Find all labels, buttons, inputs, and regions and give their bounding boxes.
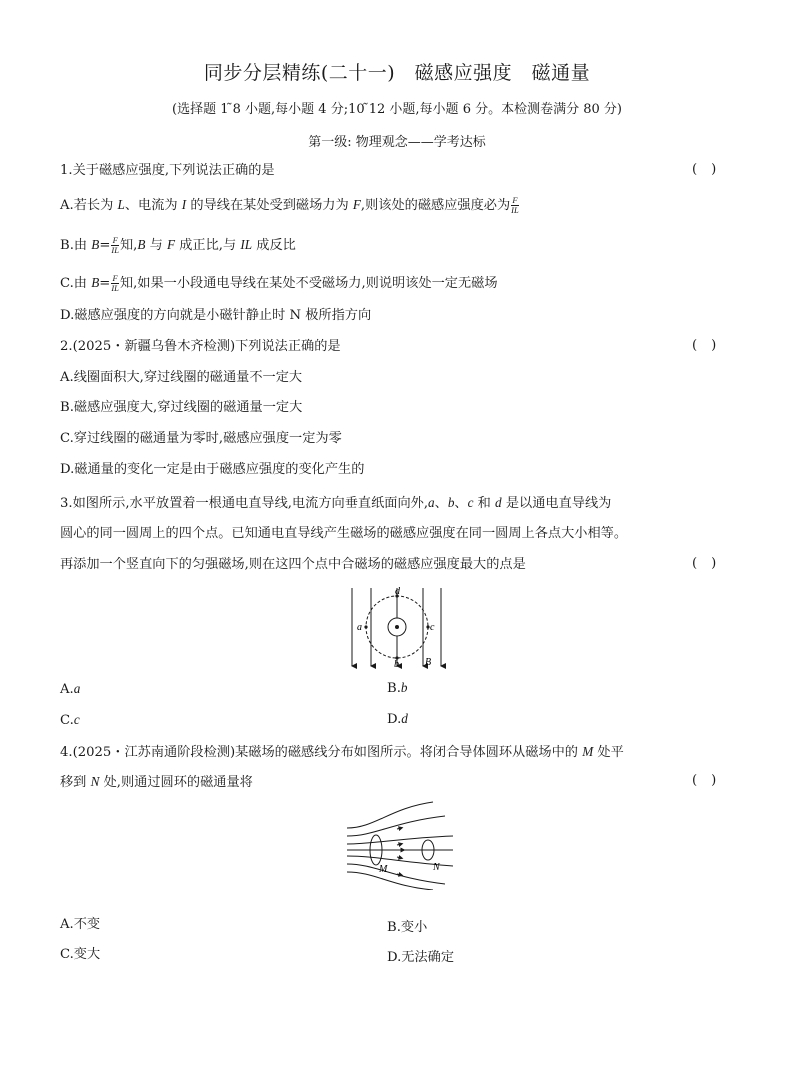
q1-option-c: C.由 B= $\frac{F}{IL}$ 知,如果一小段通电导线在某处不受磁场力,则说明该处一定无磁场: [60, 273, 498, 293]
q4-stem-line1: 4.(2025・江苏南通阶段检测)某磁场的磁感线分布如图所示。将闭合导体圆环从磁场中的 M 处平: [60, 744, 624, 760]
fraction-f-over-il: $\frac{F}{IL}$: [111, 235, 119, 255]
q3-answer-bracket: (): [692, 556, 731, 571]
q1-option-d: D.磁感应强度的方向就是小磁针静止时 N 极所指方向: [60, 308, 372, 323]
q2-answer-bracket: (): [692, 338, 731, 353]
q3-stem-line3: 再添加一个竖直向下的匀强磁场,则在这四个点中合磁场的磁感应强度最大的点是: [60, 557, 526, 572]
q3-option-b: B.b: [387, 680, 408, 696]
q3-figure-magnetic-field: [340, 584, 455, 672]
q2-option-a: A.线圈面积大,穿过线圈的磁通量不一定大: [60, 370, 303, 385]
page-title: 同步分层精练(二十一) 磁感应强度 磁通量: [203, 62, 591, 84]
scoring-note: (选择题 1 ̃8 小题,每小题 4 分;10 ̃12 小题,每小题 6 分。本检测卷满分 80 分): [172, 102, 622, 117]
point-a: [364, 625, 367, 628]
q4-figure-field-lines: [345, 798, 455, 890]
q2-option-d: D.磁通量的变化一定是由于磁感应强度的变化产生的: [60, 462, 365, 477]
q2-option-c: C.穿过线圈的磁通量为零时,磁感应强度一定为零: [60, 431, 342, 446]
q1-option-b: B.由 B= $\frac{F}{IL}$ 知,B 与 F 成正比,与 IL 成反比: [60, 235, 296, 255]
label-b: b: [394, 659, 399, 670]
q2-stem: 2.(2025・新疆乌鲁木齐检测)下列说法正确的是: [60, 339, 341, 354]
q4-answer-bracket: (): [692, 773, 731, 788]
q3-option-c: C.c: [60, 712, 80, 728]
section-heading: 第一级: 物理观念——学考达标: [308, 135, 486, 150]
field-line: [347, 864, 445, 884]
q1-option-a: A.若长为 L、电流为 I 的导线在某处受到磁场力为 F,则该处的磁感应强度必为 $\frac{F}{IL}$: [60, 195, 519, 215]
q3-stem-line2: 圆心的同一圆周上的四个点。已知通电直导线产生磁场的磁感应强度在同一圆周上各点大小相等。: [60, 526, 628, 541]
q1-stem: 1.关于磁感应强度,下列说法正确的是: [60, 163, 275, 178]
q1-answer-bracket: (): [692, 162, 731, 177]
label-a: a: [357, 622, 362, 633]
label-m: M: [379, 864, 388, 875]
q3-option-d: D.d: [387, 711, 408, 727]
q2-option-b: B.磁感应强度大,穿过线圈的磁通量一定大: [60, 400, 303, 415]
q4-option-c: C.变大: [60, 947, 101, 962]
q3-option-a: A.a: [60, 681, 81, 697]
fraction-f-over-il: $\frac{F}{IL}$: [111, 273, 119, 293]
label-n: N: [433, 862, 440, 873]
fraction-f-over-il: $\frac{F}{IL}$: [511, 195, 519, 215]
arrow: [397, 857, 401, 858]
label-d: d: [395, 586, 400, 597]
q3-stem-line1: 3.如图所示,水平放置着一根通电直导线,电流方向垂直纸面向外,a、b、c 和 d 是以通电直导线为: [60, 495, 612, 511]
q4-stem-line2: 移到 N 处,则通过圆环的磁通量将: [60, 774, 253, 790]
q4-option-d: D.无法确定: [387, 950, 455, 965]
field-line: [347, 836, 453, 844]
q4-option-b: B.变小: [387, 920, 428, 935]
q4-option-a: A.不变: [60, 917, 101, 932]
field-line-top: [347, 802, 433, 828]
arrow: [397, 844, 401, 845]
current-out-of-page-dot: [395, 625, 399, 629]
label-B: B: [425, 657, 432, 668]
arrow: [397, 828, 401, 829]
label-c: c: [430, 622, 435, 633]
field-line-bottom: [347, 872, 433, 890]
